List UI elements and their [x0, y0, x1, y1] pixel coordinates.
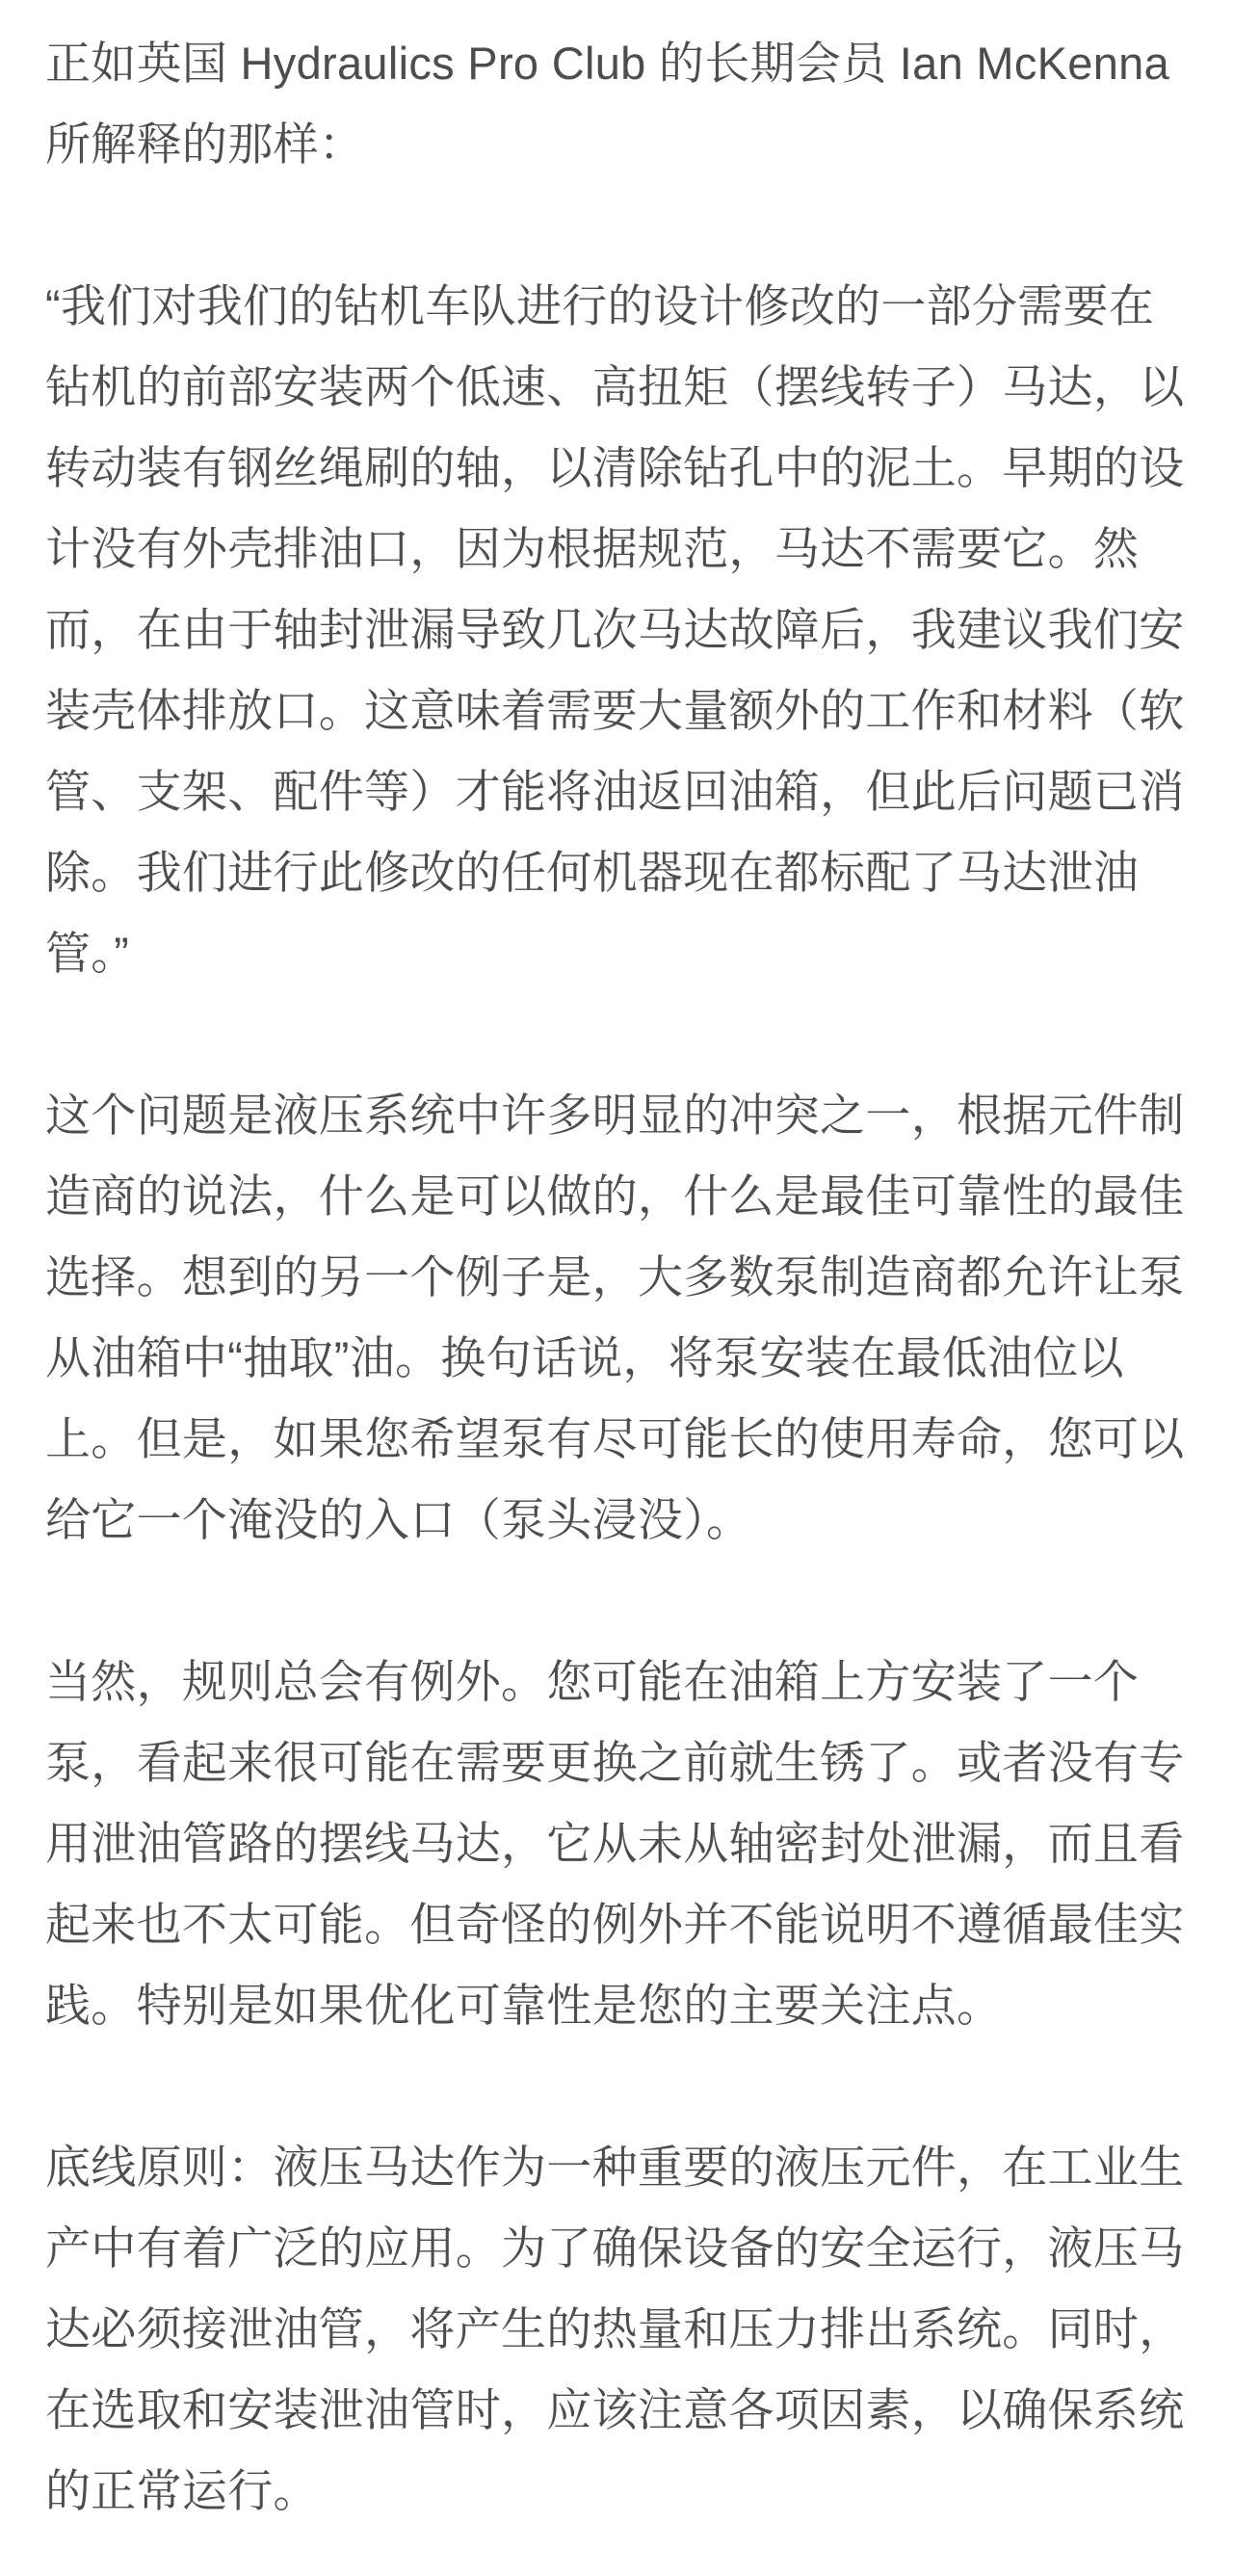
article-paragraph-quote: “我们对我们的钻机车队进行的设计修改的一部分需要在钻机的前部安装两个低速、高扭矩（摆线转子）马达，以转动装有钢丝绳刷的轴，以清除钻孔中的泥土。早期的设计没有外壳排油口，因为根据规范，马达不需要它。然而，在由于轴封泄漏导致几次马达故障后，我建议我们安装壳体排放口。这意味着需要大量额外的工作和材料（软管、支架、配件等）才能将油返回油箱，但此后问题已消除。我们进行此修改的任何机器现在都标配了马达泄油管。” — [45, 280, 1185, 979]
article-paragraph-bottom-line: 底线原则：液压马达作为一种重要的液压元件，在工业生产中有着广泛的应用。为了确保设备的安全运行，液压马达必须接泄油管，将产生的热量和压力排出系统。同时，在选取和安装泄油管时，应该注意各项因素，以确保系统的正常运行。 — [45, 2142, 1185, 2516]
article-paragraph-intro: 正如英国 Hydraulics Pro Club 的长期会员 Ian McKenna 所解释的那样： — [45, 38, 1170, 170]
article-paragraph-exceptions: 当然，规则总会有例外。您可能在油箱上方安装了一个泵，看起来很可能在需要更换之前就生锈了。或者没有专用泄油管路的摆线马达，它从未从轴密封处泄漏，而且看起来也不太可能。但奇怪的例外并不能说明不遵循最佳实践。特别是如果优化可靠性是您的主要关注点。 — [45, 1656, 1185, 2031]
article-paragraph-conflict: 这个问题是液压系统中许多明显的冲突之一，根据元件制造商的说法，什么是可以做的，什么是最佳可靠性的最佳选择。想到的另一个例子是，大多数泵制造商都允许让泵从油箱中“抽取”油。换句话说，将泵安装在最低油位以上。但是，如果您希望泵有尽可能长的使用寿命，您可以给它一个淹没的入口（泵头浸没）。 — [45, 1090, 1185, 1545]
